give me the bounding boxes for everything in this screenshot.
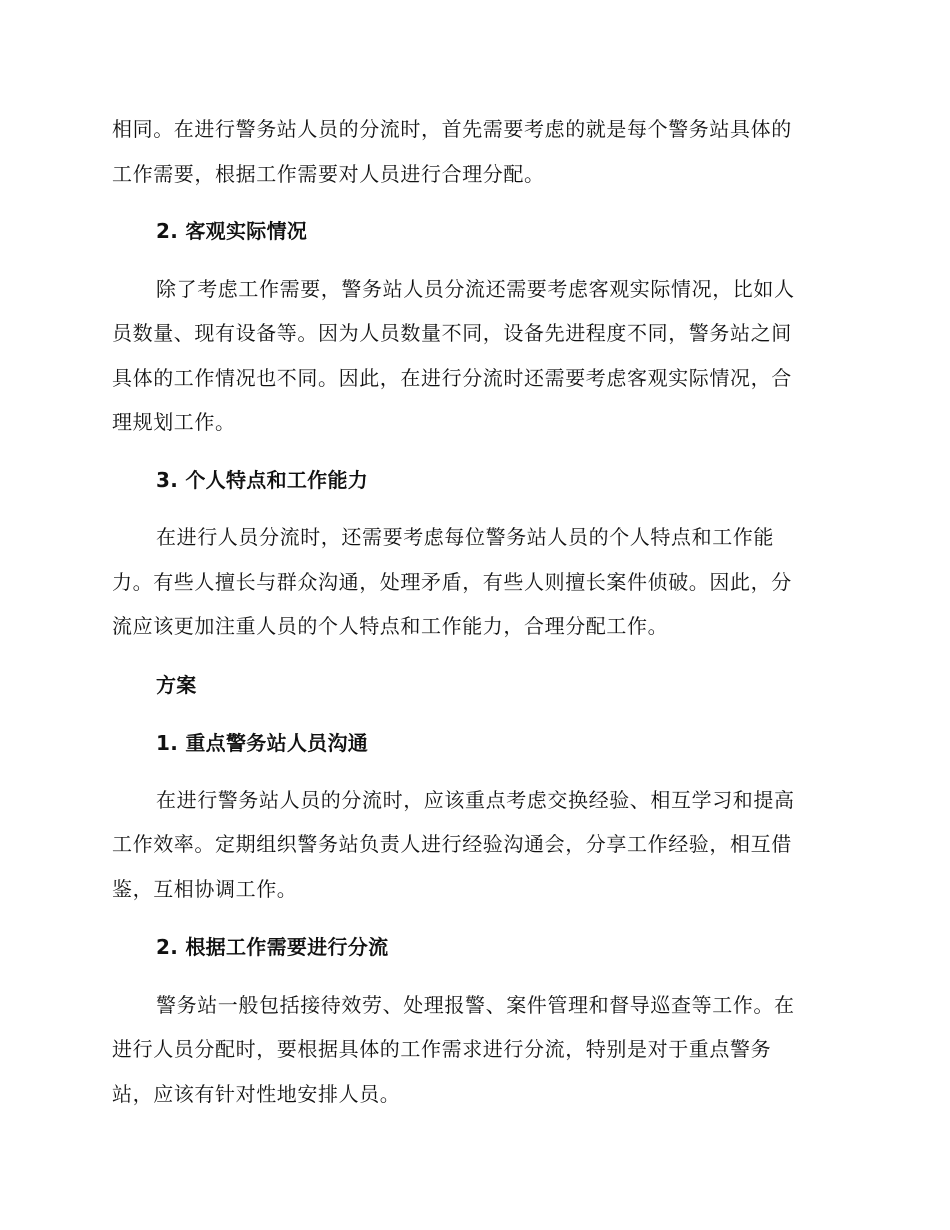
paragraph-line: 在进行人员分流时，还需要考虑每位警务站人员的个人特点和工作能 [156,525,774,549]
section-heading-plan: 方案 [156,673,197,697]
section-heading-personal: 3. 个人特点和工作能力 [156,468,369,492]
paragraph-line: 警务站一般包括接待效劳、处理报警、案件管理和督导巡查等工作。在 [156,993,795,1017]
paragraph-line: 站，应该有针对性地安排人员。 [112,1082,401,1106]
section-heading-needs: 2. 根据工作需要进行分流 [156,935,389,959]
section-heading-communication: 1. 重点警务站人员沟通 [156,731,369,755]
paragraph-line: 工作需要，根据工作需要对人员进行合理分配。 [112,162,545,186]
paragraph-line: 鉴，互相协调工作。 [112,877,298,901]
paragraph-line: 员数量、现有设备等。因为人员数量不同，设备先进程度不同，警务站之间 [112,321,792,345]
paragraph-line: 相同。在进行警务站人员的分流时，首先需要考虑的就是每个警务站具体的 [112,117,792,141]
paragraph-line: 在进行警务站人员的分流时，应该重点考虑交换经验、相互学习和提高 [156,788,795,812]
paragraph-line: 工作效率。定期组织警务站负责人进行经验沟通会，分享工作经验，相互借 [112,832,792,856]
paragraph-line: 除了考虑工作需要，警务站人员分流还需要考虑客观实际情况，比如人 [156,277,795,301]
paragraph-line: 流应该更加注重人员的个人特点和工作能力，合理分配工作。 [112,614,669,638]
paragraph-line: 理规划工作。 [112,410,236,434]
paragraph-line: 进行人员分配时，要根据具体的工作需求进行分流，特别是对于重点警务 [112,1037,772,1061]
section-heading-objective: 2. 客观实际情况 [156,219,308,243]
paragraph-line: 力。有些人擅长与群众沟通，处理矛盾，有些人则擅长案件侦破。因此，分 [112,570,792,594]
paragraph-line: 具体的工作情况也不同。因此，在进行分流时还需要考虑客观实际情况，合 [112,366,792,390]
